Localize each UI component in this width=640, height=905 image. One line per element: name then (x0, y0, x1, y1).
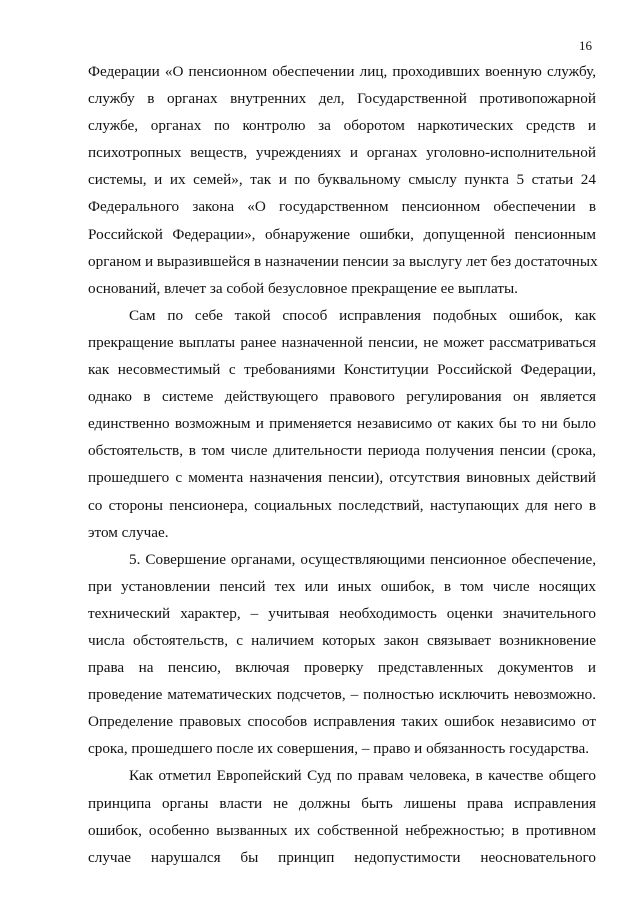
text-line: Сам по себе такой способ исправления подобных ошибок, как (129, 306, 596, 324)
paragraph (88, 302, 596, 546)
text-line: Определение правовых способов исправления таких ошибок независимо от (88, 713, 596, 731)
text-line: принципа органы власти не должны быть лишены права исправления (88, 794, 596, 812)
text-line: случае нарушался бы принцип недопустимости неосновательного (88, 848, 596, 866)
paragraph (88, 58, 596, 302)
text-line: Российской Федерации», обнаружение ошибки, допущенной пенсионным (88, 225, 596, 243)
text-line: права на пенсию, включая проверку представленных документов и (88, 659, 596, 677)
page-number: 16 (579, 38, 592, 53)
text-line: ошибок, особенно вызванных их собственной небрежностью; в противном (88, 821, 596, 839)
text-line: Федерации «О пенсионном обеспечении лиц, проходивших военную службу, (88, 63, 596, 80)
text-line: Как отметил Европейский Суд по правам человека, в качестве общего (129, 767, 596, 785)
text-line: Федерального закона «О государственном пенсионном обеспечении в (88, 198, 596, 216)
text-line: однако в системе действующего правового регулирования он является (88, 388, 596, 406)
text-line: 5. Совершение органами, осуществляющими пенсионное обеспечение, (129, 550, 596, 568)
text-line: прекращение выплаты ранее назначенной пенсии, не может рассматриваться (88, 333, 596, 351)
paragraph (88, 762, 596, 870)
text-line: как несовместимый с требованиями Конституции Российской Федерации, (88, 361, 596, 379)
document-body (88, 58, 596, 871)
text-line: проведение математических подсчетов, – полностью исключить невозможно. (88, 686, 596, 704)
text-line: обстоятельств, в том числе длительности периода получения пенсии (срока, (88, 442, 596, 460)
text-line: при установлении пенсий тех или иных ошибок, в том числе носящих (88, 577, 596, 595)
text-line: единственно возможным и применяется независимо от каких бы то ни было (88, 415, 596, 433)
text-line: технический характер, – учитывая необходимость оценки значительного (88, 604, 596, 622)
text-line: срока, прошедшего после их совершения, – право и обязанность государства. (88, 740, 590, 758)
text-line: числа обстоятельств, с наличием которых закон связывает возникновение (88, 631, 596, 649)
text-line: органом и выразившейся в назначении пенсии за выслугу лет без достаточных (88, 252, 598, 270)
text-line: службу в органах внутренних дел, Государственной противопожарной (88, 90, 596, 108)
paragraph (88, 546, 596, 763)
text-line: оснований, влечет за собой безусловное прекращение ее выплаты. (88, 279, 518, 297)
text-line: этом случае. (88, 523, 169, 541)
text-line: со стороны пенсионера, социальных последствий, наступающих для него в (88, 496, 596, 514)
text-line: службе, органах по контролю за оборотом наркотических средств и (88, 117, 596, 135)
text-line: системы, и их семей», так и по буквальному смыслу пункта 5 статьи 24 (88, 171, 596, 189)
text-line: психотропных веществ, учреждениях и органах уголовно-исполнительной (88, 144, 596, 162)
text-line: прошедшего с момента назначения пенсии), отсутствия виновных действий (88, 469, 596, 487)
